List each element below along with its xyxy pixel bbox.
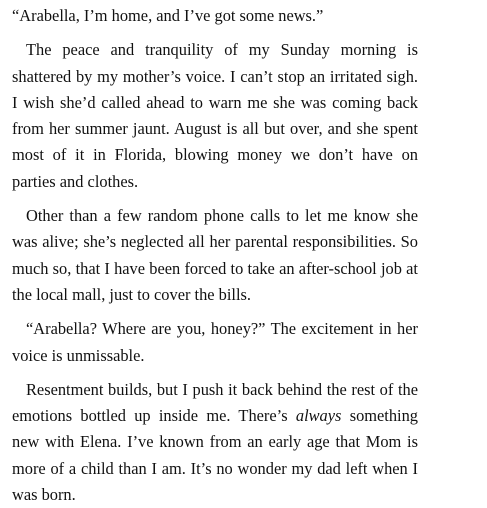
paragraph-4: “Arabella? Where are you, honey?” The excitement in her voice is unmissable. xyxy=(12,319,418,365)
paragraph-5-text-after: something new with Elena. I’ve known from an early age that Mom is more of a child than I am. It’s no wonder my dad left when I was born. xyxy=(12,406,418,505)
paragraph-3: Other than a few random phone calls to let me know she was alive; she’s neglected all her parental responsibilities. So much so, that I have been forced to take an after-school job at the local mall, just to cover the bills. xyxy=(12,206,418,304)
paragraph-2: The peace and tranquility of my Sunday morning is shattered by my mother’s voice. I can’t stop an irritated sigh. I wish she’d called ahead to warn me she was coming back from her summer jaunt. August is all but over, and she spent most of it in Florida, blowing money we don’t have on parties and clothes. xyxy=(12,40,418,191)
document-page xyxy=(12,0,418,508)
paragraph-5 xyxy=(12,377,418,508)
paragraph-1: “Arabella, I’m home, and I’ve got some news.” xyxy=(12,6,324,25)
paragraph-5-text-before: Resentment builds, but I push it back behind the rest of the emotions bottled up inside me. There’s xyxy=(12,379,418,426)
paragraph-5-emphasis: always xyxy=(295,406,342,426)
